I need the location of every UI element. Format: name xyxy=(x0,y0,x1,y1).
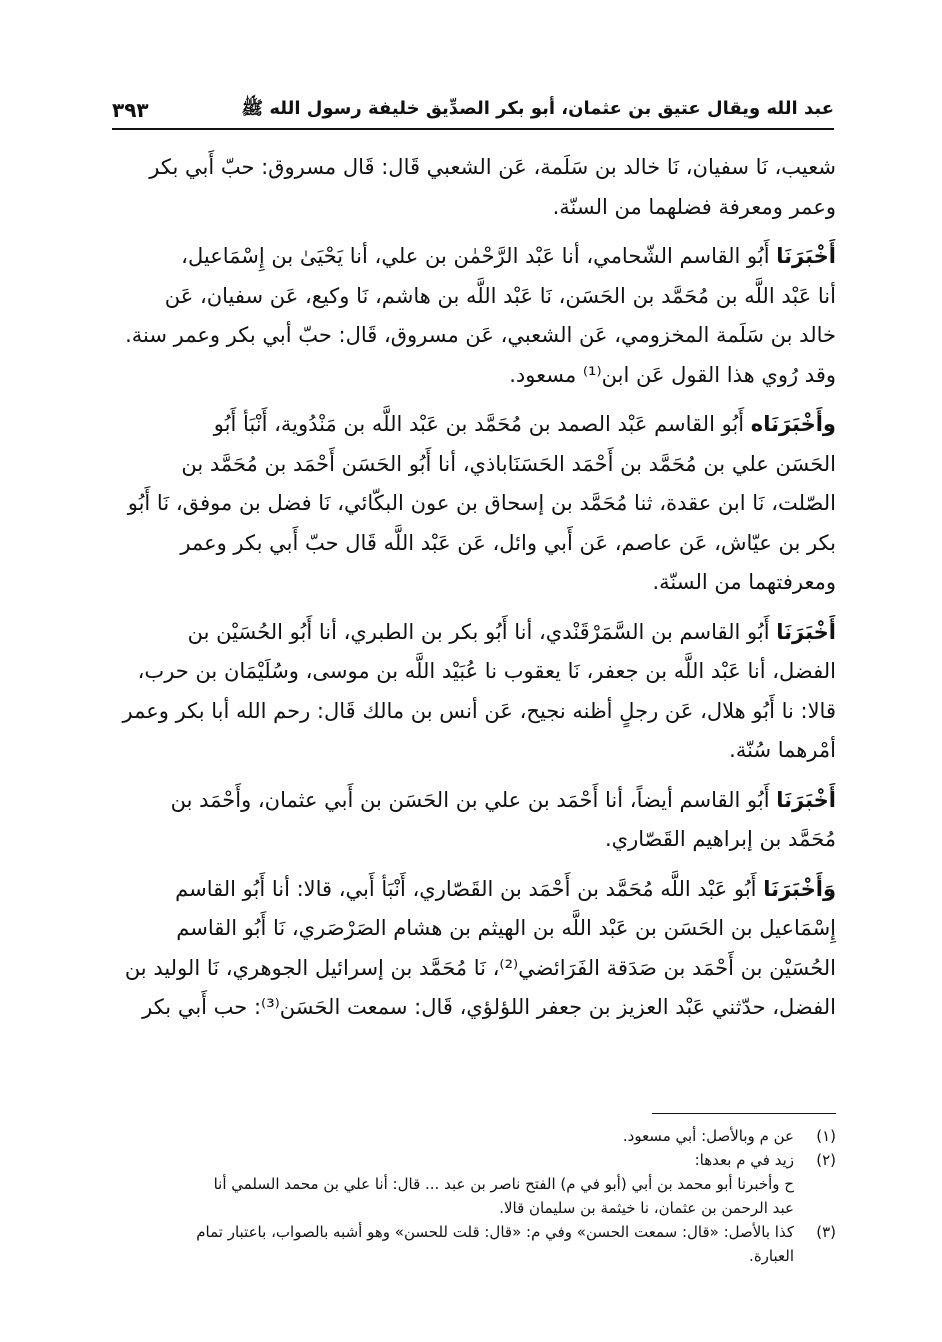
text-line xyxy=(108,405,836,445)
paragraph-lead: وَأَخْبَرَنَا xyxy=(763,876,836,901)
text-line xyxy=(108,613,836,653)
text-line: وقد رُوي هذا القول عَن ابن⁽¹⁾ مسعود. xyxy=(509,362,836,387)
footnote-line: عبد الرحمن بن عثمان، نا خيثمة بن سليمان قالا. xyxy=(499,1199,794,1217)
running-header xyxy=(112,92,834,128)
footnote-1 xyxy=(108,1124,836,1148)
main-text xyxy=(108,148,836,1038)
paragraph-lead: أَخْبَرَنَا xyxy=(776,787,836,812)
text-line: مُحَمَّد بن إبراهيم القَصّاري. xyxy=(604,827,836,851)
footnote-line: عن م وبالأصل: أبي مسعود. xyxy=(622,1127,794,1145)
footnote-number: (٢) xyxy=(816,1151,836,1169)
footnote-line: العبارة. xyxy=(749,1247,794,1265)
text-line-rest: أَبُو القاسم عَبْد الصمد بن مُحَمَّد بن عَبْد اللَّه بن مَنْدُوية، أَنْبَأ أَبُو xyxy=(213,412,745,436)
footnote-line: كذا بالأصل: «قال: سمعت الحسن» وفي م: «قال: قلت للحسن» وهو أشبه بالصواب، باعتبار تمام xyxy=(196,1223,794,1241)
footnote-line: زيد في م بعدها: xyxy=(694,1151,794,1169)
text-line: وعمر ومعرفة فضلهما من السنّة. xyxy=(552,194,836,219)
text-line-rest: أَبُو عَبْد اللَّه مُحَمَّد بن أَحْمَد بن القَصّاري، أَنْبَأ أَبي، قالا: أنا أَبُو القاسم xyxy=(175,876,757,901)
paragraph-1 xyxy=(108,148,836,227)
text-line: خالد بن سَلَمة المخزومي، عَن الشعبي، عَن مسروق، قَال: حبّ أبي بكر وعمر سنة. xyxy=(125,323,836,347)
footnote-3 xyxy=(108,1220,836,1268)
text-line: إِسْمَاعيل بن الحَسَن بن عَبْد اللَّه بن الهيثم بن هشام الصَرْصَري، نَا أَبُو القاسم xyxy=(176,916,836,940)
text-line: أمْرهما سُنّة. xyxy=(729,738,836,762)
paragraph-3 xyxy=(108,405,836,603)
footnotes xyxy=(108,1124,836,1268)
paragraph-lead: وأَخْبَرَنَاه xyxy=(750,412,836,436)
text-line: أنا عَبْد اللَّه بن مُحَمَّد بن الحَسَن، نَا عَبْد اللَّه بن هاشم، نَا وكيع، عَن سفيان، عَن xyxy=(164,283,836,308)
paragraph-lead: أَخْبَرَنَا xyxy=(776,244,836,268)
paragraph-6 xyxy=(108,870,836,1028)
text-line: الفضل، حدّثني عَبْد العزيز بن جعفر اللؤلؤي، قَال: سمعت الحَسَن⁽³⁾: حب أَبي بكر xyxy=(142,995,836,1019)
text-line xyxy=(108,870,836,910)
footnote-2 xyxy=(108,1148,836,1220)
page-number: ٣٩٣ xyxy=(112,98,149,122)
text-line-rest: أَبُو القاسم الشّحامي، أنا عَبْد الرَّحْمٰن بن علي، أنا يَحْيَىٰ بن إِسْمَاعيل، xyxy=(181,244,770,268)
footnote-number: (١) xyxy=(816,1127,836,1145)
text-line: الحَسَن علي بن مُحَمَّد بن أَحْمَد الحَسَنَاباذي، أنا أَبُو الحَسَن أَحْمَد بن مُحَمَّد بن xyxy=(181,451,836,476)
footnote-number: (٣) xyxy=(816,1223,836,1241)
text-line xyxy=(108,781,836,821)
text-line-rest: أَبُو القاسم بن السَّمَرْقَنْدي، أنا أَبُو بكر بن الطبري، أنا أَبُو الحُسَيْن بن xyxy=(187,619,770,644)
footnote-line: ح وأخبرنا أبو محمد بن أبي (أبو في م) الفتح ناصر بن عبد ... قال: أنا علي بن محمد السلمي أنا xyxy=(213,1175,794,1193)
text-line-rest: أَبُو القاسم أيضاً، أنا أَحْمَد بن علي بن الحَسَن بن أَبي عثمان، وأَحْمَد بن xyxy=(170,787,770,812)
footnote-divider xyxy=(652,1113,836,1114)
text-line: ومعرفتهما من السنّة. xyxy=(652,570,836,594)
text-line: شعيب، نَا سفيان، نَا خالد بن سَلَمة، عَن الشعبي قَال: قَال مسروق: حبّ أَبي بكر xyxy=(149,155,836,179)
text-line xyxy=(108,237,836,277)
text-line: الصّلت، نَا ابن عقدة، ثنا مُحَمَّد بن إسحاق بن عون البكّائي، نَا فضل بن موفق، نَا أَبُو xyxy=(127,491,836,515)
paragraph-4 xyxy=(108,613,836,771)
text-line: الحُسَيْن بن أَحْمَد بن صَدَقة الفَرَائضي⁽²⁾، نَا مُحَمَّد بن إسرائيل الجوهري، نَا الوليد بن xyxy=(124,955,836,980)
header-divider xyxy=(112,128,834,130)
text-line: الفضل، أنا عَبْد اللَّه بن جعفر، نَا يعقوب نا عُبَيْد اللَّه بن موسى، وسُلَيْمَان بن حرب، xyxy=(137,659,836,683)
text-line: قالا: نا أَبُو هلال، عَن رجلٍ أظنه نجيح، عَن أنس بن مالك قَال: رحم الله أبا بكر وعمر xyxy=(122,698,836,723)
running-title: عبد الله ويقال عتيق بن عثمان، أبو بكر الصدِّيق خليفة رسول الله ﷺ xyxy=(241,98,834,119)
paragraph-2 xyxy=(108,237,836,395)
paragraph-5 xyxy=(108,781,836,860)
paragraph-lead: أَخْبَرَنَا xyxy=(776,619,836,644)
text-line: بكر بن عيّاش، عَن عاصم، عَن أَبي وائل، عَن عَبْد اللَّه قَال حبّ أَبي بكر وعمر xyxy=(180,530,836,555)
